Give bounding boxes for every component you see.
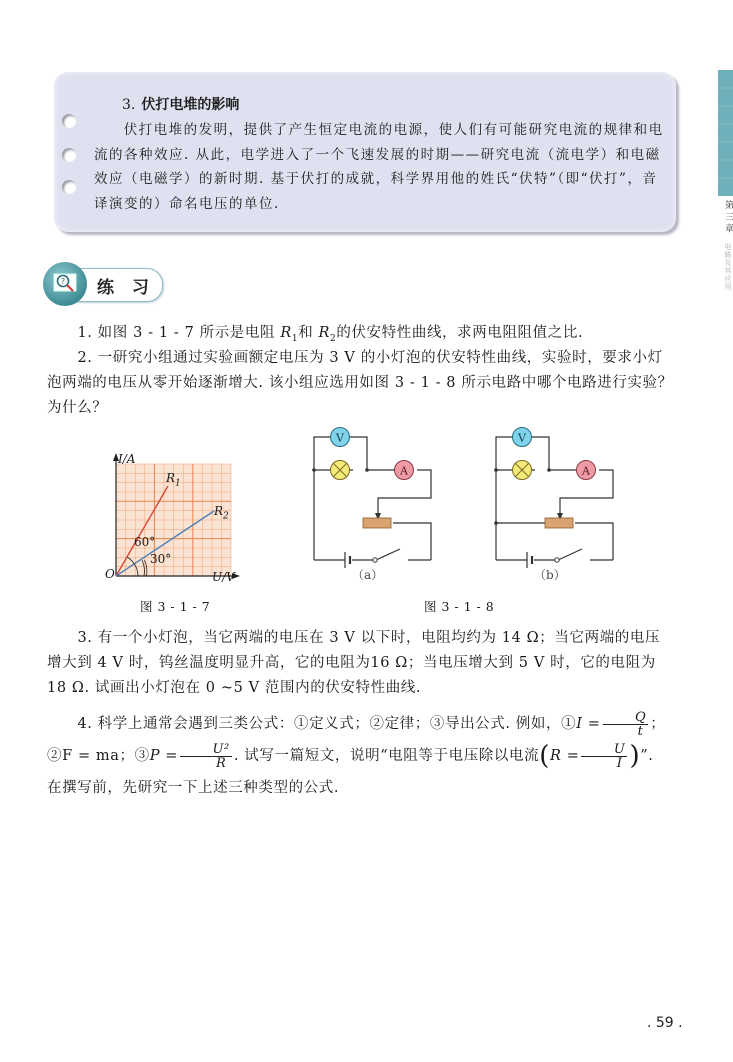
svg-text:A: A — [400, 464, 408, 478]
chapter-label: 第 三 章 — [723, 200, 733, 233]
y-axis-label-text: I/A — [118, 452, 136, 466]
q4-f4-numerator: U — [581, 743, 627, 757]
q4-part2: ； — [650, 716, 666, 732]
note-number: 3. — [122, 97, 136, 113]
question-3 — [47, 626, 673, 701]
q1-r2: R — [318, 325, 331, 341]
figure-3-1-7-caption: 图 3 - 1 - 7 — [140, 599, 211, 614]
q4-f1-denominator: t — [637, 723, 644, 739]
exercise-header — [43, 262, 163, 306]
svg-text:V: V — [336, 431, 344, 445]
note-title — [122, 94, 239, 114]
q4-part3: . 试写一篇短文，说明“电阻等于电压除以电流 — [233, 748, 540, 764]
q4-f3-denominator: R — [215, 755, 227, 771]
question-4 — [47, 708, 673, 804]
binder-hole-icon — [62, 180, 76, 194]
q1-r1-sub: 1 — [291, 333, 299, 344]
rheostat-a — [363, 518, 391, 528]
angle-60-label: 60° — [134, 535, 156, 549]
q1-mid: 和 — [298, 325, 319, 341]
tab-stripes-icon — [718, 70, 733, 196]
circuit-diagrams — [300, 425, 630, 570]
exercise-title: 练 习 — [97, 278, 155, 298]
circuit-b — [496, 437, 613, 560]
svg-text:?: ? — [60, 277, 66, 286]
exercise-icon-circle — [43, 262, 87, 306]
rheostat-b — [545, 518, 573, 528]
figure-3-1-8-caption: 图 3 - 1 - 8 — [424, 599, 495, 614]
note-body — [94, 118, 666, 216]
note-title-text: 伏打电堆的影响 — [141, 97, 240, 113]
q4-formula2: ②F = ma；③ — [47, 748, 150, 764]
binder-hole-icon — [62, 114, 76, 128]
origin-label: O — [105, 567, 115, 581]
chapter-side-label — [719, 200, 733, 291]
r1-label-text: R — [166, 471, 176, 485]
q4-formula1-lhs: I = — [576, 716, 601, 732]
chapter-side-tab — [718, 70, 733, 196]
question-4-text — [47, 708, 673, 804]
q4-f3-numerator: U² — [180, 743, 232, 757]
q1-suffix: 的伏安特性曲线，求两电阻阻值之比. — [336, 325, 584, 341]
svg-text:A: A — [582, 464, 590, 478]
r1-label — [166, 471, 181, 488]
circuit-a — [314, 437, 431, 560]
q1-r1: R — [280, 325, 292, 341]
angle-30-label: 30° — [150, 552, 172, 566]
page-number: . 59 . — [647, 1015, 683, 1031]
q4-formula3-lhs: P = — [149, 748, 179, 764]
svg-text:V: V — [518, 431, 526, 445]
q4-formula4-lhs: R = — [549, 748, 580, 764]
r1-label-sub: 1 — [175, 478, 181, 489]
r2-label-sub: 2 — [223, 511, 229, 522]
circuit-a-label: （a） — [352, 568, 384, 582]
left-paren: ( — [539, 741, 550, 771]
q1-r2-sub: 2 — [330, 333, 337, 344]
y-axis-label — [118, 452, 135, 466]
x-axis-label: U/V — [212, 570, 235, 584]
q4-formula1-fraction — [603, 711, 649, 738]
note-paragraph: 伏打电堆的发明，提供了产生恒定电流的电源，使人们有可能研究电流的规律和电流的各种效应. 从此，电学进入了一个飞速发展的时期——研究电流（流电学）和电磁效应（电磁学）的新时期. 基于伏打的成就，科学界用他的姓氏“伏特”（即“伏打”，音译演变的）命名电压的单位. — [94, 122, 664, 212]
question-2 — [47, 346, 673, 421]
section-label: 电路及其应用 — [724, 243, 732, 292]
r2-label-text: R — [214, 504, 224, 518]
question-2-text: 2. 一研究小组通过实验画额定电压为 3 V 的小灯泡的伏安特性曲线，实验时，要求小灯泡两端的电压从零开始逐渐增大. 该小组应选用如图 3 - 1 - 8 所示电路中哪个电路进行实验？为什么？ — [47, 350, 673, 416]
magnifier-question-icon — [43, 262, 87, 306]
q4-f4-denominator: I — [616, 755, 623, 771]
binder-hole-icon — [62, 148, 76, 162]
circuit-b-label: （b） — [534, 568, 566, 582]
q1-prefix: 1. 如图 3 - 1 - 7 所示是电阻 — [77, 325, 281, 341]
history-note-box — [54, 72, 676, 232]
q4-f1-numerator: Q — [603, 711, 649, 725]
q4-part1: 4. 科学上通常会遇到三类公式：①定义式；②定律；③导出公式. 例如，① — [77, 716, 577, 732]
q4-part4: ”. 在撰写前，先研究一下上述三种类型的公式. — [47, 748, 654, 796]
q4-formula3-fraction — [180, 743, 232, 770]
right-paren: ) — [629, 741, 641, 771]
question-3-text: 3. 有一个小灯泡，当它两端的电压在 3 V 以下时，电阻均约为 14 Ω；当它两端的电压增大到 4 V 时，钨丝温度明显升高，它的电阻为16 Ω；当电压增大到 5 V 时，它的电阻为 18 Ω. 试画出小灯泡在 0 ~5 V 范围内的伏安特性曲线. — [47, 630, 661, 696]
r2-label — [214, 504, 229, 521]
q4-formula4-fraction — [581, 743, 627, 770]
